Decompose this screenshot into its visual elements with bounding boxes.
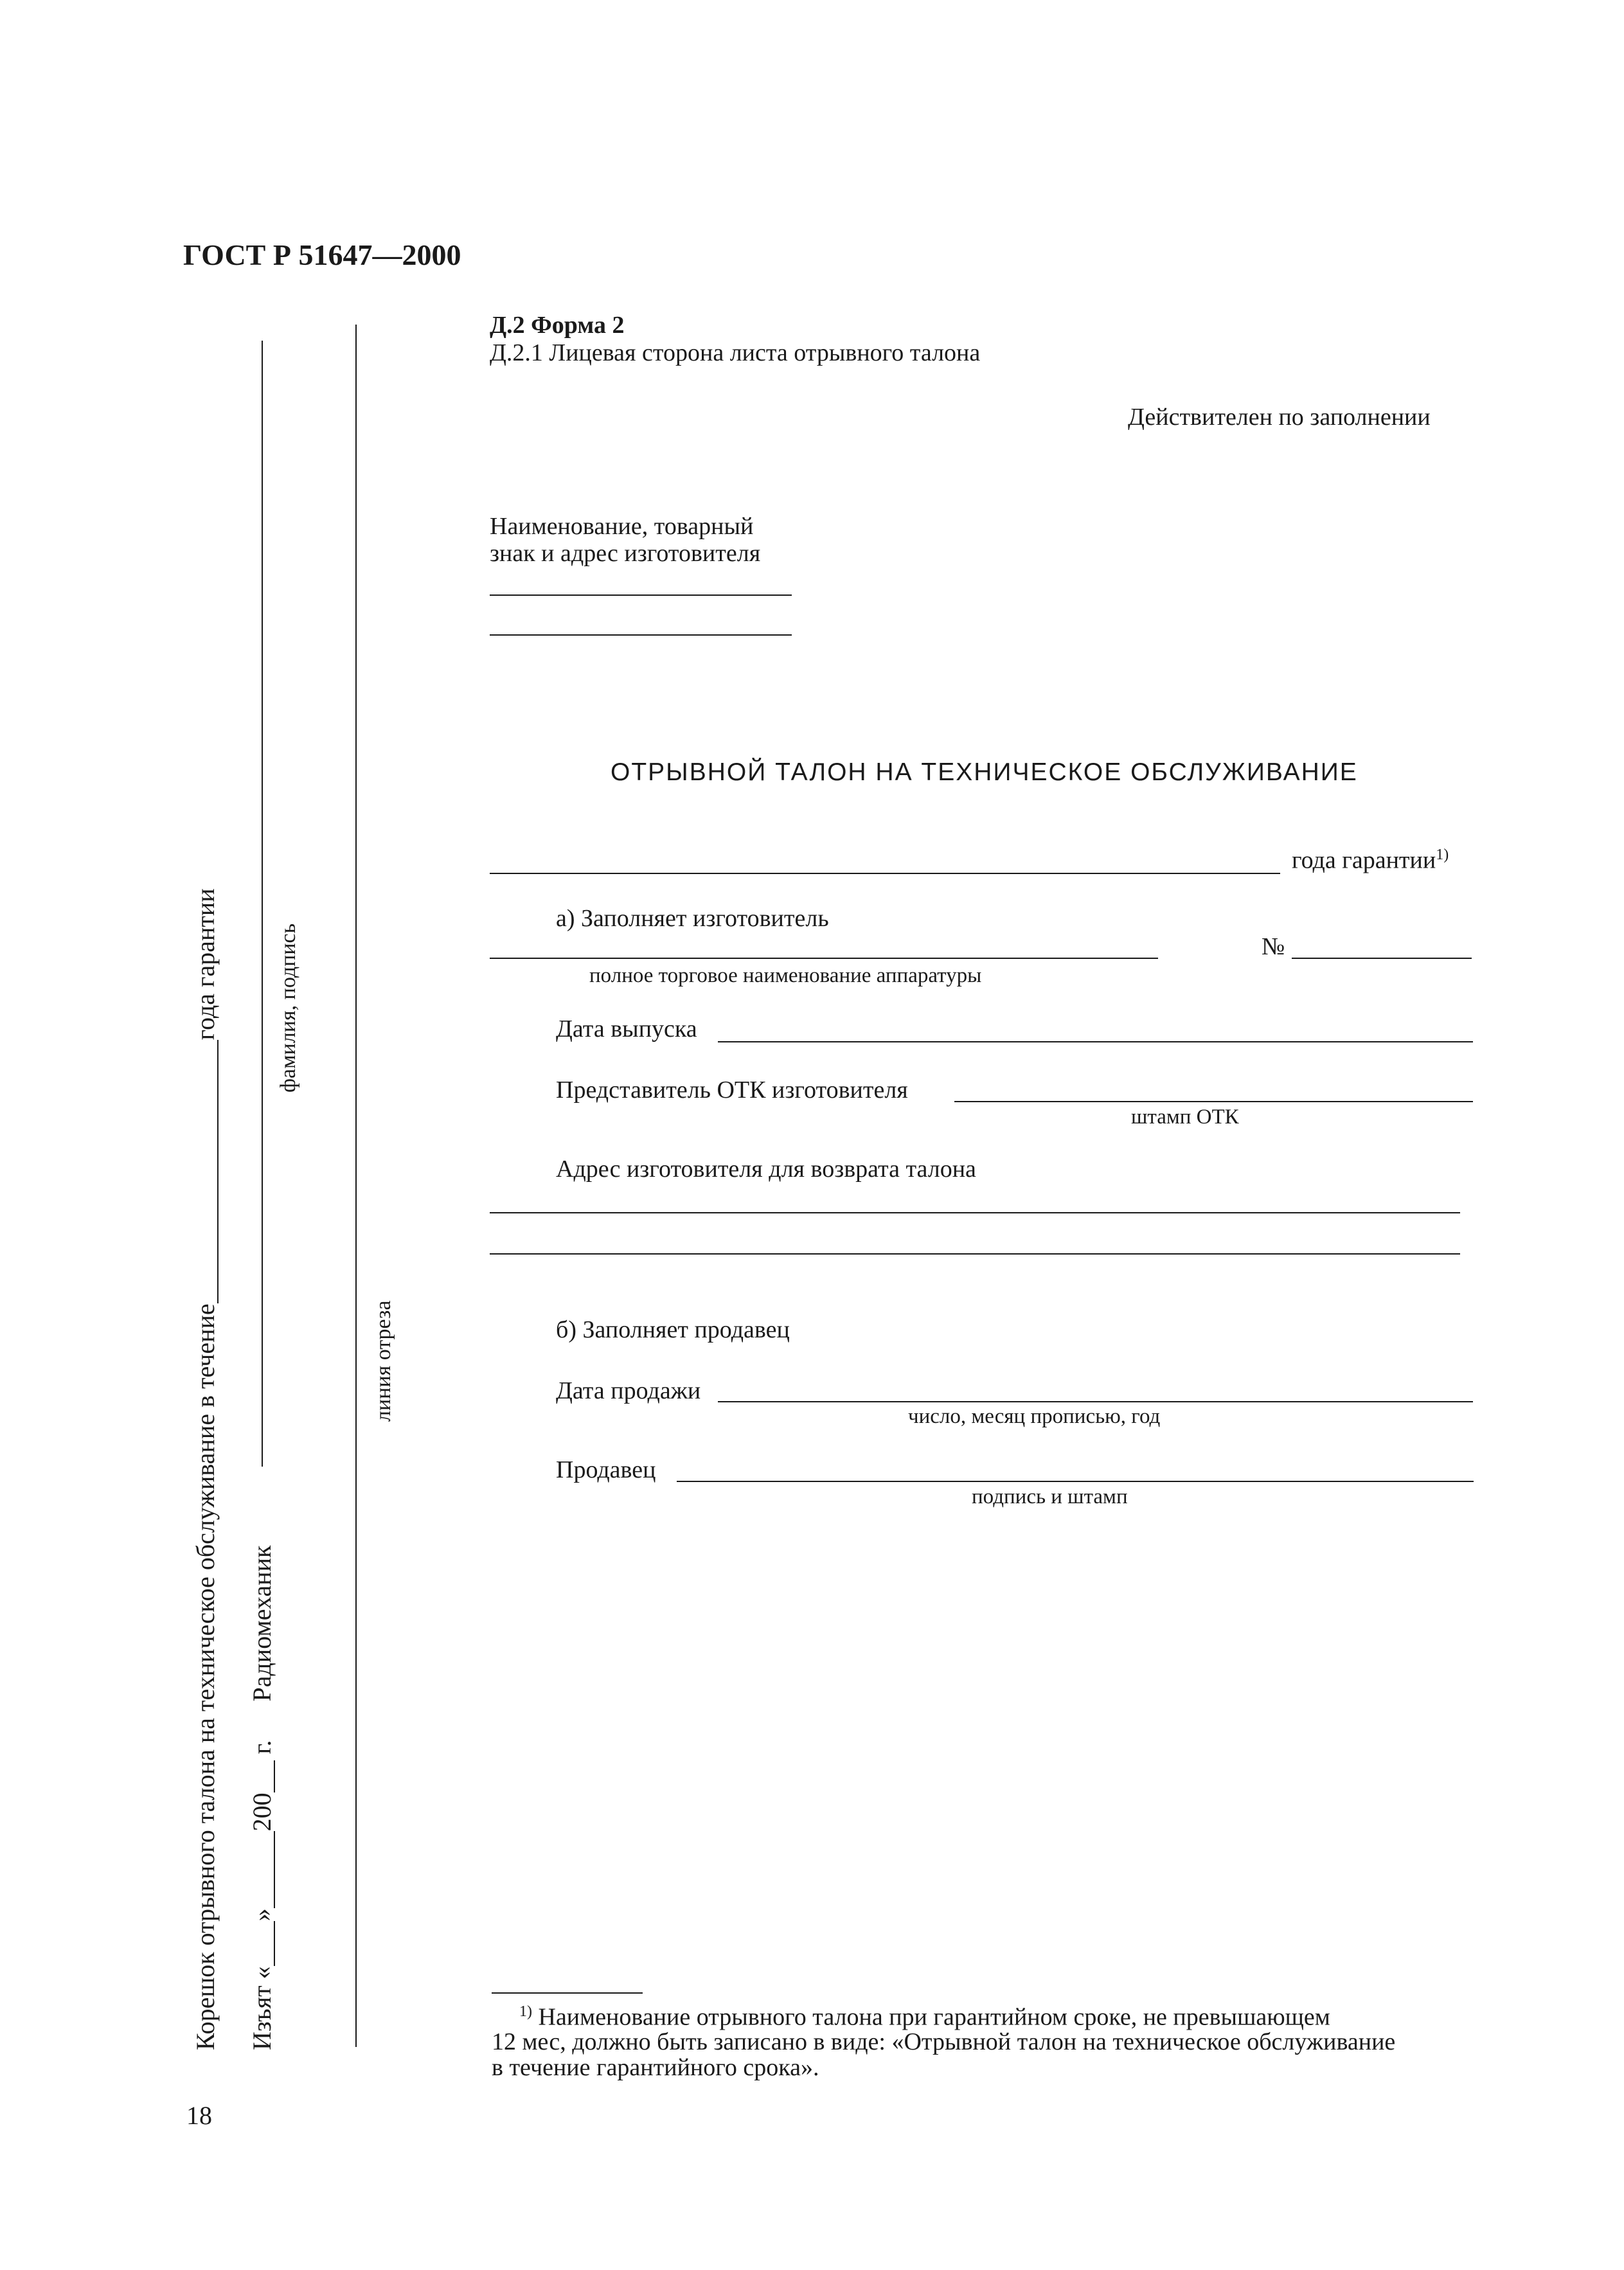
stub-year-field[interactable] (252, 1760, 275, 1792)
stub-line1: Корешок отрывного талона на техническое обслуживание в течениегода гарантии (191, 888, 220, 2050)
stub-day-field[interactable] (252, 1921, 275, 1966)
number-field[interactable] (1292, 958, 1472, 959)
warranty-years-label: года гарантии$^{1)}$ (1292, 846, 1449, 874)
stub-name-caption: фамилия, подпись (276, 923, 300, 1093)
sale-date-caption: число, месяц прописью, год (908, 1405, 1161, 1428)
return-address-field-1[interactable] (490, 1212, 1460, 1213)
cut-line-label: линия отреза (371, 1300, 395, 1422)
maker-field-line-2[interactable] (490, 634, 792, 636)
return-address-label: Адрес изготовителя для возврата талона (556, 1156, 976, 1183)
release-date-label: Дата выпуска (556, 1015, 697, 1042)
section-number: Д.2 (490, 312, 525, 339)
cut-line (355, 325, 357, 2047)
otk-stamp-caption: штамп ОТК (1131, 1105, 1239, 1129)
product-name-field[interactable] (490, 958, 1158, 959)
warranty-years-field[interactable] (490, 873, 1280, 874)
section-title: Форма 2 (531, 312, 625, 339)
seller-field[interactable] (677, 1481, 1474, 1482)
footnote-mark: 1) (519, 2003, 532, 2020)
stub-month-field[interactable] (252, 1831, 275, 1908)
return-address-field-2[interactable] (490, 1253, 1460, 1255)
document-header: ГОСТ Р 51647—2000 (183, 238, 461, 271)
validity-note: Действителен по заполнении (1128, 404, 1431, 431)
seller-caption: подпись и штамп (972, 1485, 1128, 1508)
sale-date-label: Дата продажи (556, 1377, 701, 1404)
stub-line2: Изъят «»200 г.Радиомеханик (247, 1545, 276, 2050)
maker-label-line1: Наименование, товарный (490, 513, 754, 540)
sale-date-field[interactable] (718, 1401, 1473, 1402)
part-a-heading: а) Заполняет изготовитель (556, 905, 829, 932)
footnote-separator (492, 1992, 643, 1994)
footnote-line-3: в течение гарантийного срока». (492, 2054, 819, 2081)
footnote-line-1: $^{1)}$ Наименование отрывного талона при гарантийном сроке, не превышающем (519, 2003, 1330, 2031)
part-b-heading: б) Заполняет продавец (556, 1316, 790, 1343)
number-label: № (1262, 933, 1285, 960)
stub-mechanic-field[interactable] (262, 341, 263, 1467)
release-date-field[interactable] (718, 1041, 1473, 1042)
section-heading (490, 313, 624, 337)
footnote-ref: 1) (1436, 846, 1449, 863)
page-number: 18 (186, 2101, 212, 2130)
maker-label-line2: знак и адрес изготовителя (490, 540, 761, 567)
form-title: ОТРЫВНОЙ ТАЛОН НА ТЕХНИЧЕСКОЕ ОБСЛУЖИВАНИЕ (611, 758, 1358, 786)
seller-label: Продавец (556, 1456, 656, 1483)
otk-rep-field[interactable] (954, 1101, 1473, 1102)
otk-rep-label: Представитель ОТК изготовителя (556, 1077, 908, 1104)
maker-field-line-1[interactable] (490, 594, 792, 596)
stub-warranty-field[interactable] (195, 1040, 219, 1303)
section-subtitle: Д.2.1 Лицевая сторона листа отрывного талона (490, 339, 981, 366)
product-name-caption: полное торговое наименование аппаратуры (589, 964, 982, 987)
footnote-line-2: 12 мес, должно быть записано в виде: «Отрывной талон на техническое обслуживание (492, 2028, 1396, 2055)
